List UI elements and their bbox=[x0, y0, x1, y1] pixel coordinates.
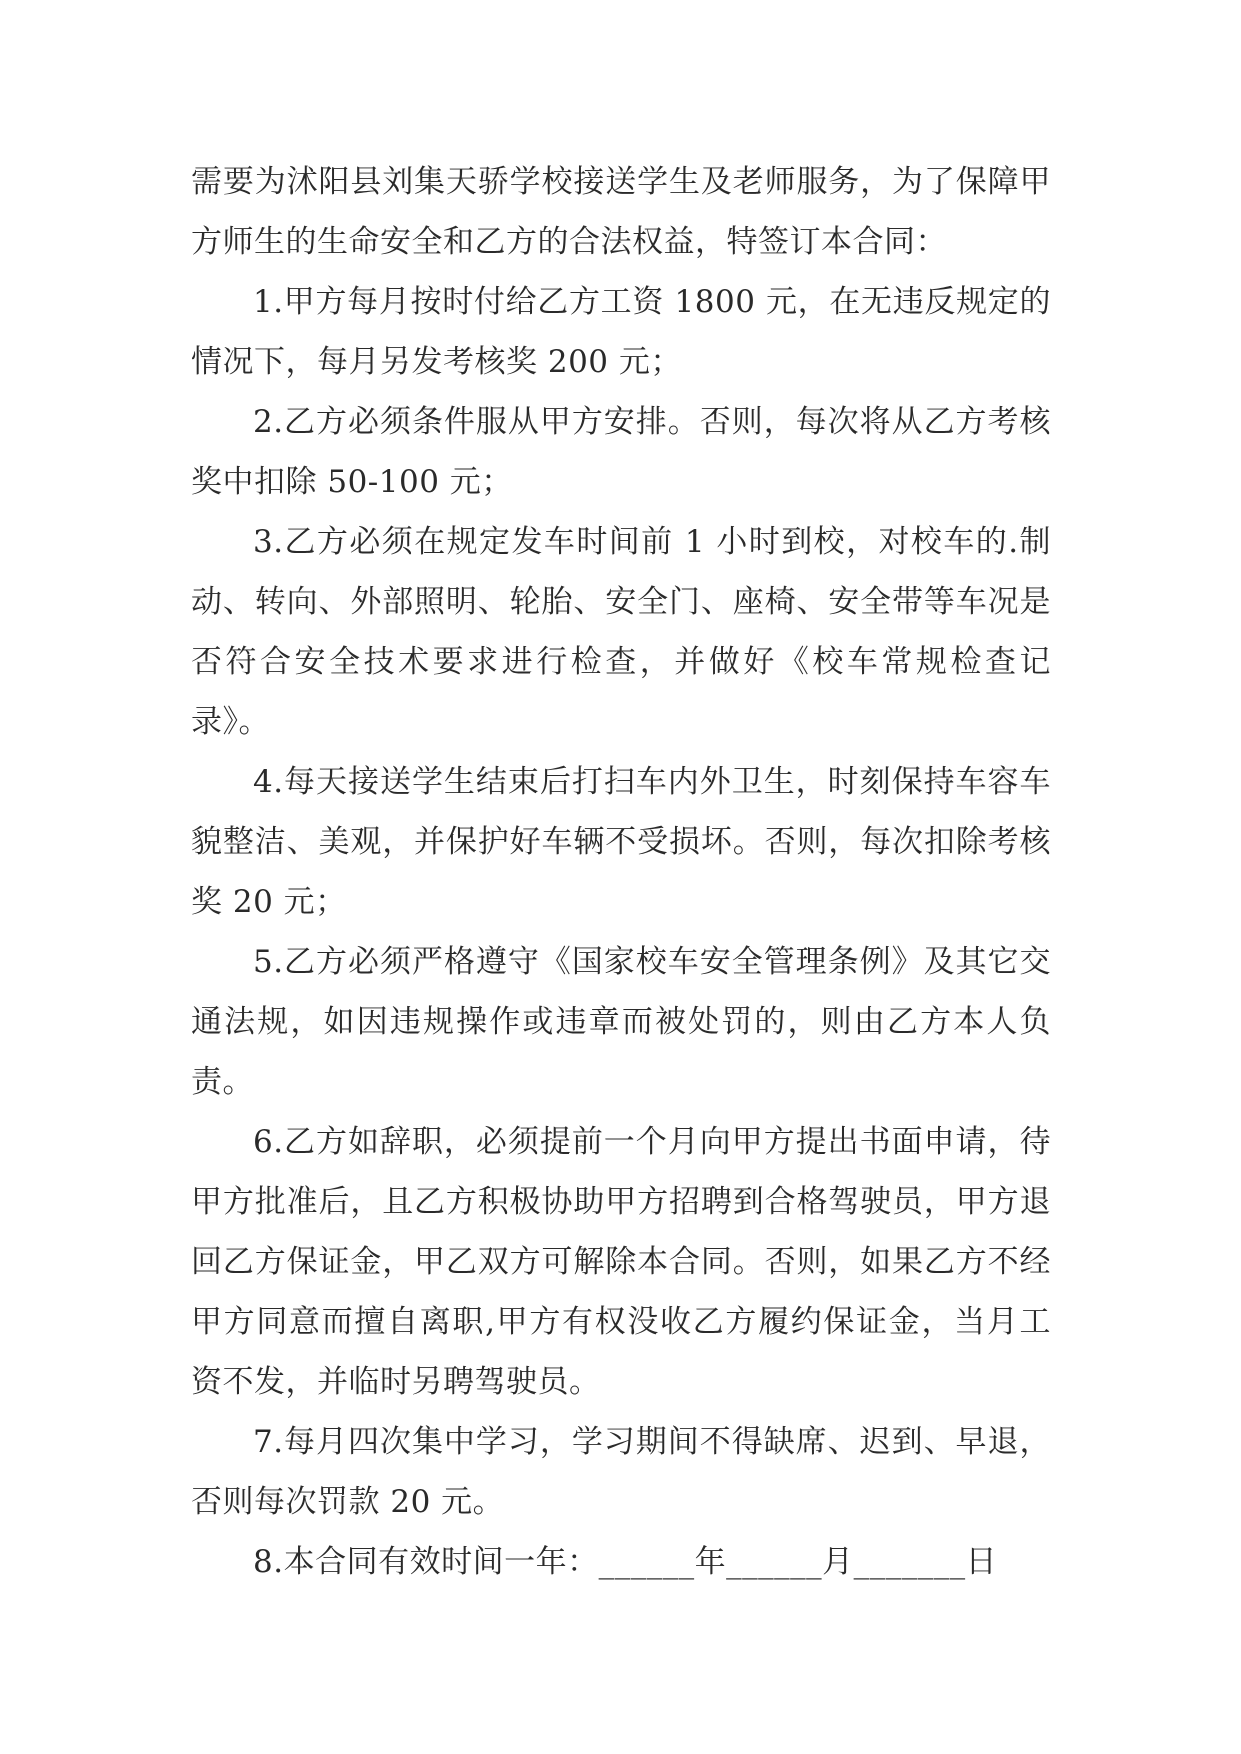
clause-3-paragraph: 3.乙方必须在规定发车时间前 1 小时到校，对校车的.制动、转向、外部照明、轮胎、安全门、座椅、安全带等车况是否符合安全技术要求进行检查，并做好《校车常规检查记录》。 bbox=[191, 524, 1051, 740]
intro-paragraph: 需要为沭阳县刘集天骄学校接送学生及老师服务，为了保障甲方师生的生命安全和乙方的合法权益，特签订本合同： bbox=[191, 164, 1051, 260]
clause-4-paragraph: 4.每天接送学生结束后打扫车内外卫生，时刻保持车容车貌整洁、美观，并保护好车辆不受损坏。否则，每次扣除考核奖 20 元； bbox=[191, 764, 1051, 920]
clause-7-paragraph: 7.每月四次集中学习，学习期间不得缺席、迟到、早退，否则每次罚款 20 元。 bbox=[191, 1424, 1051, 1520]
contract-body bbox=[191, 152, 1051, 1592]
clause-5-paragraph: 5.乙方必须严格遵守《国家校车安全管理条例》及其它交通法规，如因违规操作或违章而被处罚的，则由乙方本人负责。 bbox=[191, 944, 1051, 1100]
clause-2-paragraph: 2.乙方必须条件服从甲方安排。否则，每次将从乙方考核奖中扣除 50-100 元； bbox=[191, 404, 1051, 500]
clause-1-paragraph: 1.甲方每月按时付给乙方工资 1800 元，在无违反规定的情况下，每月另发考核奖 200 元； bbox=[191, 284, 1051, 380]
clause-8-paragraph: 8.本合同有效时间一年：______年______月_______日 bbox=[253, 1544, 998, 1580]
clause-6-paragraph: 6.乙方如辞职，必须提前一个月向甲方提出书面申请，待甲方批准后，且乙方积极协助甲方招聘到合格驾驶员，甲方退回乙方保证金，甲乙双方可解除本合同。否则，如果乙方不经甲方同意而擅自离职,甲方有权没收乙方履约保证金，当月工资不发，并临时另聘驾驶员。 bbox=[191, 1124, 1051, 1400]
